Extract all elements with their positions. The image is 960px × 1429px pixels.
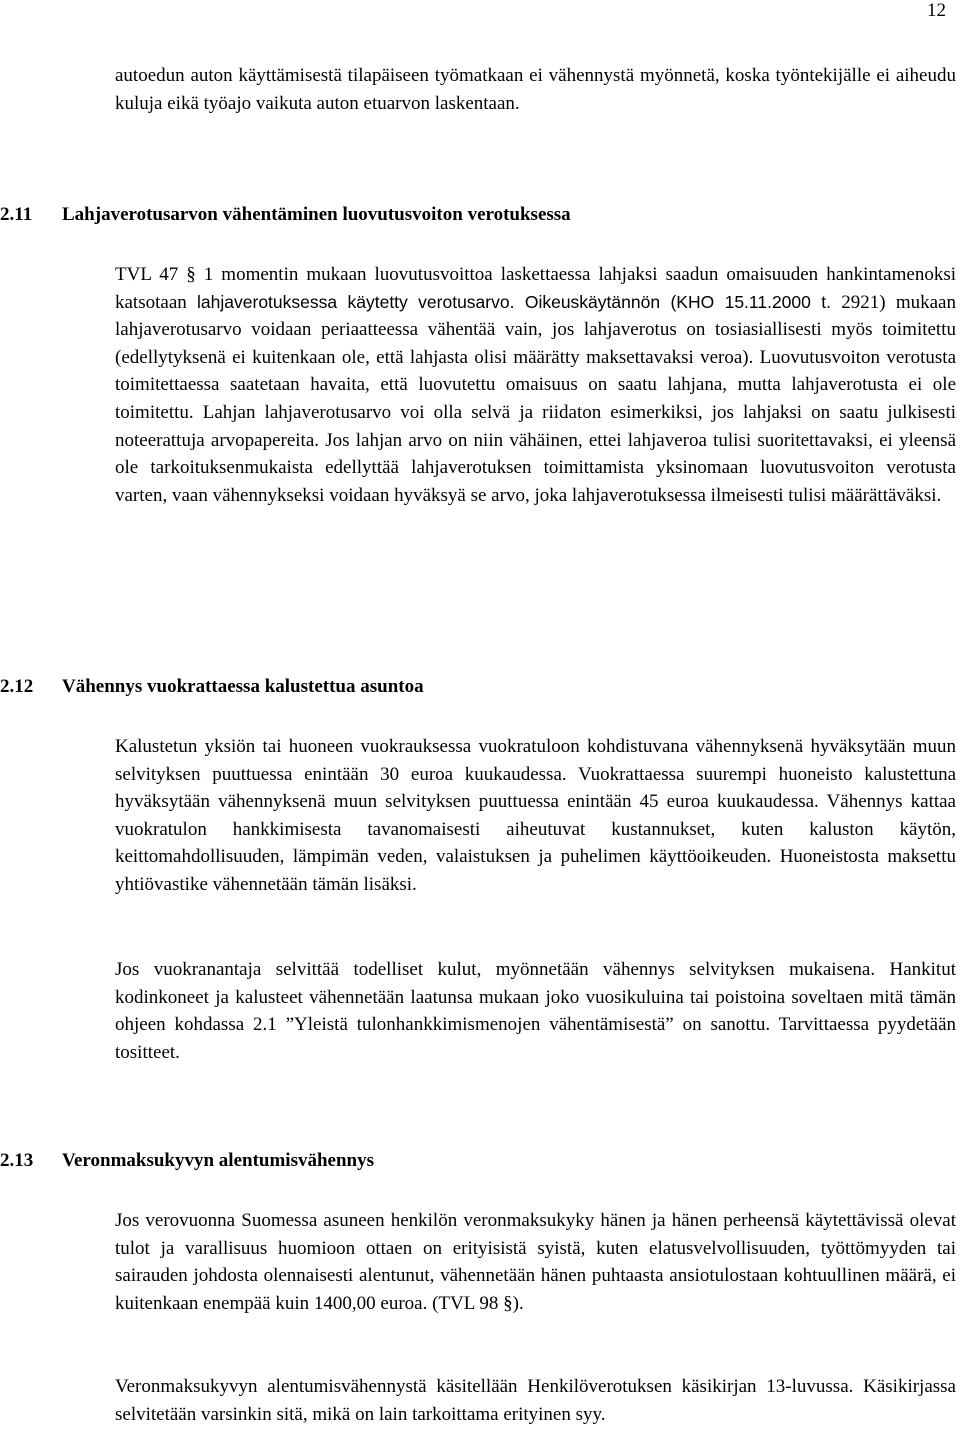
intro-paragraph: autoedun auton käyttämisestä tilapäiseen työmatkaan ei vähennystä myönnetä, koska työntekijälle ei aiheudu kuluja eikä työajo vaikuta auton etuarvon laskentaan. (115, 65, 956, 114)
section-2-11-paragraph (115, 261, 956, 509)
section-2-13-paragraph-1: Jos verovuonna Suomessa asuneen henkilön veronmaksukyky hänen ja hänen perheensä käytettävissä olevat tulot ja varallisuus huomioon ottaen on erityisistä syistä, kuten elatusvelvollisuuden, työttömyyden tai sairauden johdosta olennaisesti alentunut, vähennetään hänen puhtaasta ansiotulostaan kohtuullinen määrä, ei kuitenkaan enempää kuin 1400,00 euroa. (TVL 98 §). (115, 1210, 956, 1314)
section-title: Vähennys vuokrattaessa kalustettua asuntoa (62, 676, 424, 697)
paragraph-text-sans: lahjaverotuksessa käytetty verotusarvo. Oikeuskäytännön (KHO 15.11.2000 t. (197, 291, 831, 312)
section-number: 2.12 (0, 676, 34, 697)
paragraph-text: TVL 47 § 1 momentin mukaan luovutusvoittoa laskettaessa lahjaksi saadun omaisuuden hankintamenoksi katsotaan (115, 264, 956, 313)
section-heading-2-13 (0, 1149, 374, 1173)
section-number: 2.11 (0, 204, 33, 225)
section-title: Veronmaksukyvyn alentumisvähennys (62, 1150, 375, 1171)
section-title: Lahjaverotusarvon vähentäminen luovutusvoiton verotuksessa (62, 204, 571, 225)
section-heading-2-12 (0, 675, 424, 699)
section-2-12-paragraph-2: Jos vuokranantaja selvittää todelliset kulut, myönnetään vähennys selvityksen mukaisena. Hankitut kodinkoneet ja kalusteet vähennetään laatunsa mukaan joko vuosikuluina tai poistoina soveltaen mitä tämän ohjeen kohdassa 2.1 ”Yleistä tulonhankkimismenojen vähentämisestä” on sanottu. Tarvittaessa pyydetään tositteet. (115, 959, 956, 1063)
section-2-12-paragraph-1: Kalustetun yksiön tai huoneen vuokrauksessa vuokratuloon kohdistuvana vähennyksenä hyväksytään muun selvityksen puuttuessa enintään 30 euroa kuukaudessa. Vuokrattaessa suurempi huoneisto kalustettuna hyväksytään vähennyksenä muun selvityksen puuttuessa enintään 45 euroa kuukaudessa. Vähennys kattaa vuokratulon hankkimisesta tavanomaisesti aiheutuvat kustannukset, kuten kaluston käytön, keittomahdollisuuden, lämpimän veden, valaistuksen ja puhelimen käyttöoikeuden. Huoneistosta maksettu yhtiövastike vähennetään tämän lisäksi. (115, 736, 956, 895)
section-2-13-paragraph-2: Veronmaksukyvyn alentumisvähennystä käsitellään Henkilöverotuksen käsikirjan 13-luvussa. Käsikirjassa selvitetään varsinkin sitä, mikä on lain tarkoittama erityinen syy. (115, 1376, 956, 1425)
paragraph-text: 2921) mukaan lahjaverotusarvo voidaan periaatteessa vähentää vain, jos lahjaverotus on tosiasiallisesti myös toimitettu (edellytyksenä ei kuitenkaan ole, että lahjasta olisi määrätty maksettavaksi veroa). Luovutusvoiton verotusta toimitettaessa saatetaan havaita, että luovutettu omaisuus on saatu lahjana, mutta lahjaverotusta ei ole toimitettu. Lahjan lahjaverotusarvo voi olla selvä ja riidaton esimerkiksi, jos lahjaksi on saatu julkisesti noteerattuja arvopapereita. Jos lahjan arvo on niin vähäinen, ettei lahjaveroa tulisi suoritettavaksi, ei yleensä ole tarkoituksenmukaista edellyttää lahjaverotuksen toimittamista yksinomaan luovutusvoiton verotusta varten, vaan vähennykseksi voidaan hyväksyä se arvo, joka lahjaverotuksessa ilmeisesti tulisi määrättäväksi. (115, 291, 956, 506)
section-heading-2-11 (0, 203, 571, 227)
section-number: 2.13 (0, 1150, 34, 1171)
page-number: 12 (927, 0, 946, 21)
